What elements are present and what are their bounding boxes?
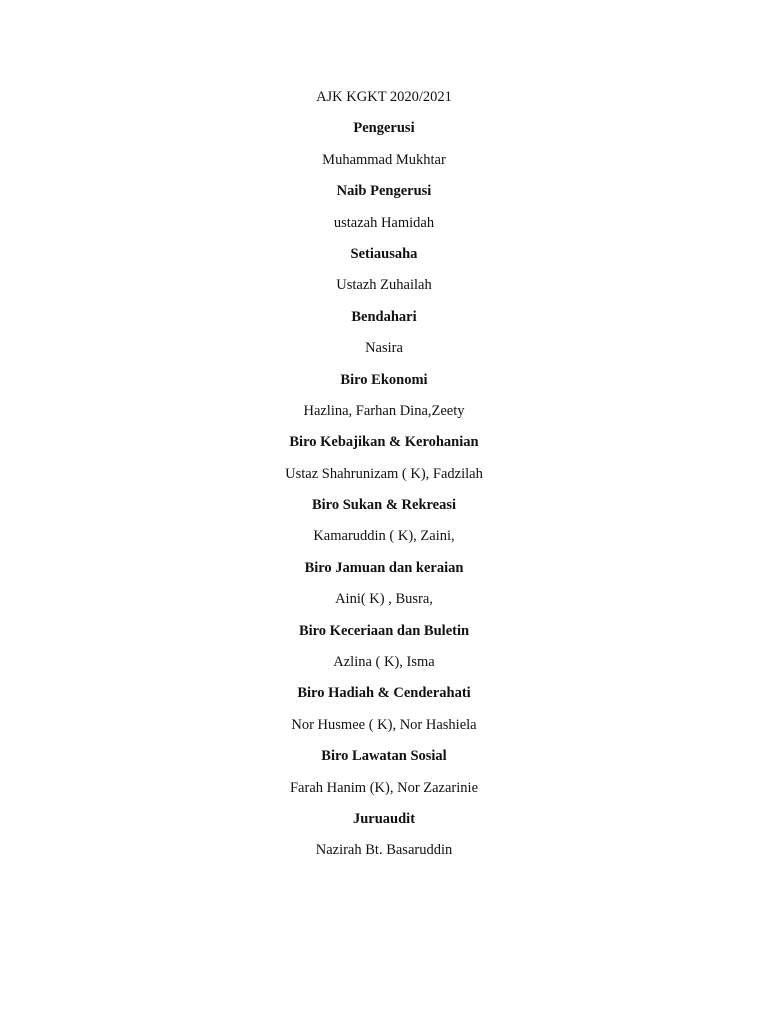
members-bendahari: Nasira <box>365 340 403 357</box>
role-heading-biro-sukan: Biro Sukan & Rekreasi <box>311 497 457 514</box>
members-setiausaha: Ustazh Zuhailah <box>336 277 432 294</box>
role-heading-bendahari: Bendahari <box>351 308 417 325</box>
role-heading-biro-ekonomi: Biro Ekonomi <box>340 371 428 388</box>
members-biro-jamuan: Aini( K) , Busra, <box>335 591 433 608</box>
members-biro-hadiah: Nor Husmee ( K), Nor Hashiela <box>291 716 477 733</box>
role-heading-setiausaha: Setiausaha <box>350 245 418 262</box>
members-juruaudit: Nazirah Bt. Basaruddin <box>315 842 453 859</box>
members-biro-ekonomi: Hazlina, Farhan Dina,Zeety <box>303 402 465 419</box>
role-heading-pengerusi: Pengerusi <box>353 120 415 137</box>
members-biro-sukan: Kamaruddin ( K), Zaini, <box>313 528 455 545</box>
role-heading-biro-lawatan: Biro Lawatan Sosial <box>321 748 447 765</box>
role-heading-naib-pengerusi: Naib Pengerusi <box>336 183 432 200</box>
role-heading-biro-jamuan: Biro Jamuan dan keraian <box>304 559 464 576</box>
members-biro-lawatan: Farah Hanim (K), Nor Zazarinie <box>289 779 479 796</box>
document-title: AJK KGKT 2020/2021 <box>316 89 452 105</box>
role-heading-biro-kebajikan: Biro Kebajikan & Kerohanian <box>289 434 479 451</box>
role-heading-biro-keceriaan: Biro Keceriaan dan Buletin <box>298 622 470 639</box>
members-pengerusi: Muhammad Mukhtar <box>322 151 446 168</box>
role-heading-juruaudit: Juruaudit <box>352 810 416 827</box>
committee-list <box>0 86 768 871</box>
members-biro-kebajikan: Ustaz Shahrunizam ( K), Fadzilah <box>285 465 483 482</box>
members-naib-pengerusi: ustazah Hamidah <box>333 214 435 231</box>
members-biro-keceriaan: Azlina ( K), Isma <box>333 654 435 671</box>
role-heading-biro-hadiah: Biro Hadiah & Cenderahati <box>297 685 471 702</box>
